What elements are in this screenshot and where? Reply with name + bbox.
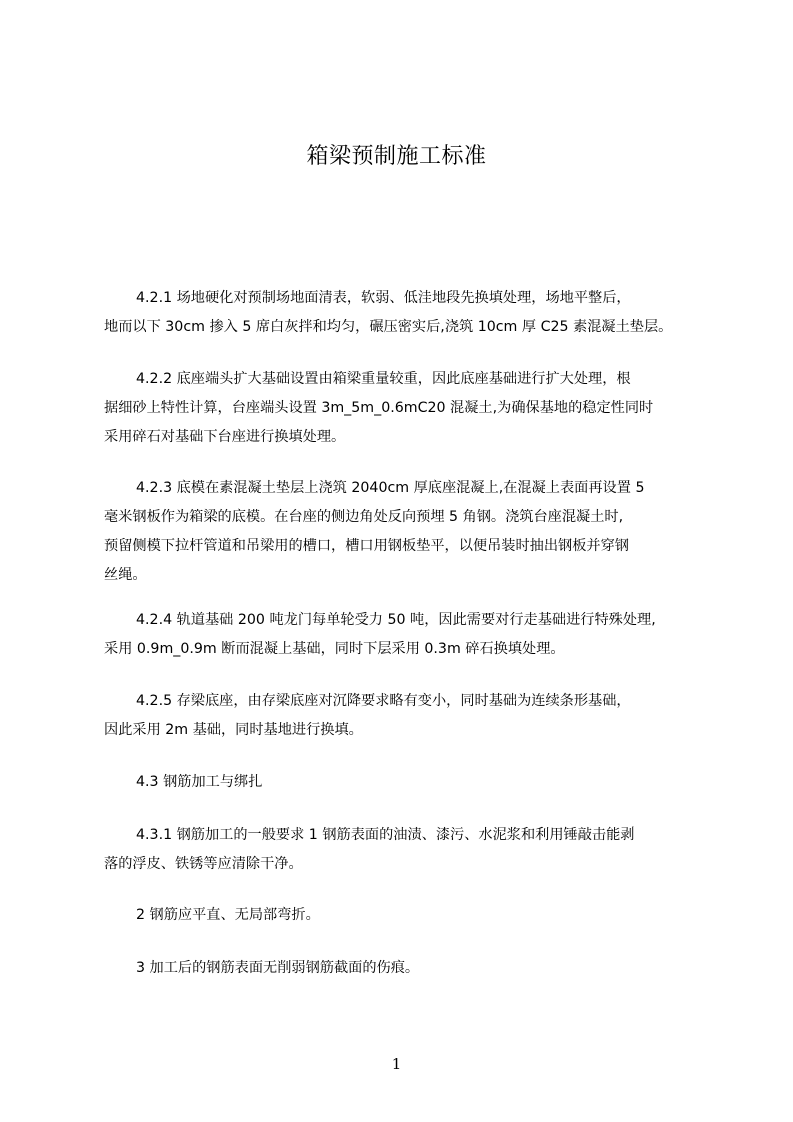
paragraph-4-2-5 <box>104 687 716 745</box>
list-item-line: 3 加工后的钢筋表面无削弱钢筋截面的伤痕。 <box>136 960 420 976</box>
paragraph-4-2-1 <box>104 284 716 342</box>
document-title: 箱梁预制施工标准 <box>306 144 487 169</box>
paragraph-4-3-1 <box>104 821 716 879</box>
paragraph-line: 丝绳。 <box>104 567 147 583</box>
paragraph-line: 4.2.5 存梁底座，由存梁底座对沉降要求略有变小，同时基础为连续条形基础， <box>136 693 631 709</box>
paragraph-line: 4.2.3 底模在素混凝土垫层上浇筑 2040cm 厚底座混凝上,在混凝上表面再设置 5 <box>136 480 645 496</box>
section-heading-4-3 <box>104 768 716 797</box>
paragraph-line: 因此采用 2m 基础，同时基地进行换填。 <box>104 722 363 738</box>
paragraph-4-2-3 <box>104 474 716 590</box>
paragraph-line: 采用 0.9m_0.9m 断而混凝上基础，同时下层采用 0.3m 碎石换填处理。 <box>104 641 565 657</box>
paragraph-line: 据细砂上特性计算，台座端头设置 3m_5m_0.6mC20 混凝土,为确保基地的稳定性同时 <box>104 400 654 416</box>
paragraph-line: 地而以下 30cm 掺入 5 席白灰拌和均匀，碾压密实后,浇筑 10cm 厚 C25 素混凝土垫层。 <box>104 319 673 335</box>
section-heading-line: 4.3 钢筋加工与绑扎 <box>136 774 263 790</box>
paragraph-line: 毫米钢板作为箱梁的底模。在台座的侧边角处反向预埋 5 角钢。浇筑台座混凝土时, <box>104 509 624 525</box>
paragraph-line: 预留侧模下拉杆管道和吊梁用的槽口，槽口用钢板垫平，以便吊装时抽出钢板并穿钢 <box>104 538 629 554</box>
paragraph-4-2-4 <box>104 606 716 664</box>
page-number: 1 <box>391 1055 402 1073</box>
paragraph-line: 4.3.1 钢筋加工的一般要求 1 钢筋表面的油渍、漆污、水泥浆和利用锤敲击能剥 <box>136 827 635 843</box>
paragraph-line: 4.2.4 轨道基础 200 吨龙门每单轮受力 50 吨，因此需要对行走基础进行特殊处理, <box>136 612 656 628</box>
list-item-2 <box>104 901 716 930</box>
paragraph-4-2-2 <box>104 365 716 452</box>
paragraph-line: 采用碎石对基础下台座进行换填处理。 <box>104 429 346 445</box>
paragraph-line: 落的浮皮、铁锈等应清除干净。 <box>104 856 303 872</box>
paragraph-line: 4.2.1 场地硬化对预制场地面清表，软弱、低洼地段先换填处理，场地平整后， <box>136 290 631 306</box>
list-item-3 <box>104 954 716 983</box>
list-item-line: 2 钢筋应平直、无局部弯折。 <box>136 907 320 923</box>
paragraph-line: 4.2.2 底座端头扩大基础设置由箱梁重量较重，因此底座基础进行扩大处理，根 <box>136 371 631 387</box>
